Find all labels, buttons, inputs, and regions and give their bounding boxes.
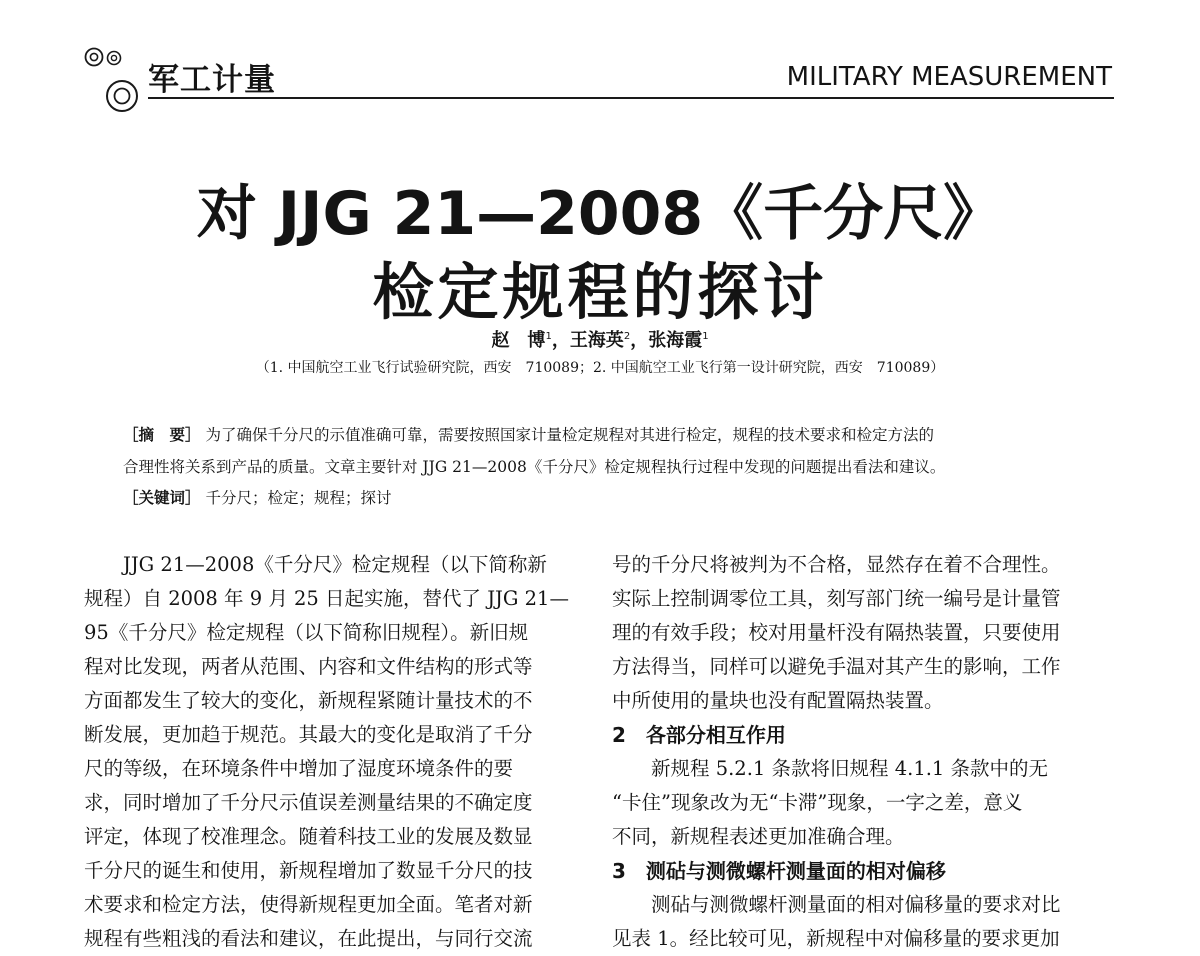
author-list [0, 326, 1200, 352]
body-text-line: 测砧与测微螺杆测量面的相对偏移量的要求对比 [612, 893, 1061, 916]
body-text-line: 实际上控制调零位工具，刻写部门统一编号是计量管 [612, 587, 1061, 610]
body-text-line: 断发展，更加趋于规范。其最大的变化是取消了千分 [84, 723, 533, 746]
abstract-text-2: 合理性将关系到产品的质量。文章主要针对 JJG 21—2008《千分尺》检定规程执行过程中发现的问题提出看法和建议。 [123, 458, 946, 476]
author-name: 张海霞 [648, 330, 703, 351]
body-text-line: 不同，新规程表述更加准确合理。 [612, 825, 905, 848]
affiliations: （1. 中国航空工业飞行试验研究院，西安 710089；2. 中国航空工业飞行第一设计研究院，西安 710089） [255, 360, 945, 376]
body-text-line: 术要求和检定方法，使得新规程更加全面。笔者对新 [84, 893, 533, 916]
body-text-line: 新规程 5.2.1 条款将旧规程 4.1.1 条款中的无 [612, 757, 1049, 780]
body-text-line: 求，同时增加了千分尺示值误差测量结果的不确定度 [84, 791, 533, 814]
body-text-line: 理的有效手段；校对用量杆没有隔热装置，只要使用 [612, 621, 1061, 644]
section-heading: 2 各部分相互作用 [612, 723, 786, 747]
body-text-line: 方面都发生了较大的变化，新规程紧随计量技术的不 [84, 689, 533, 712]
journal-name-chinese: 军工计量 [148, 62, 276, 98]
author-affiliation-mark: 1 [545, 331, 552, 342]
body-text-line: 规程）自 2008 年 9 月 25 日起实施，替代了 JJG 21— [84, 587, 569, 610]
author-separator: ， [551, 330, 570, 351]
body-text-line: 95《千分尺》检定规程（以下简称旧规程）。新旧规 [84, 621, 529, 644]
body-column-right [612, 548, 1110, 956]
author-affiliation-mark: 2 [623, 331, 631, 342]
body-text-line: 号的千分尺将被判为不合格，显然存在着不合理性。 [612, 553, 1061, 576]
body-text-line: 中所使用的量块也没有配置隔热装置。 [612, 689, 944, 712]
journal-name-english: MILITARY MEASUREMENT [786, 62, 1112, 92]
body-text-line: 规程有些粗浅的看法和建议，在此提出，与同行交流 [84, 927, 533, 950]
body-column-left [84, 548, 582, 956]
article-title-line-2: 检定规程的探讨 [372, 257, 828, 328]
author-name: 王海英 [569, 330, 624, 351]
abstract-text-1: 为了确保千分尺的示值准确可靠，需要按照国家计量检定规程对其进行检定，规程的技术要求和检定方法的 [205, 426, 934, 444]
author-affiliation-mark: 1 [702, 331, 709, 342]
article-title-line-1: 对 JJG 21—2008《千分尺》 [196, 179, 1004, 249]
body-text-line: 尺的等级，在环境条件中增加了湿度环境条件的要 [84, 757, 514, 780]
body-text-line: 评定，体现了校准理念。随着科技工业的发展及数显 [84, 825, 533, 848]
section-heading: 3 测砧与测微螺杆测量面的相对偏移 [612, 859, 946, 883]
abstract-label: ［摘 要］ [123, 426, 201, 444]
body-text-line: 千分尺的诞生和使用，新规程增加了数显千分尺的技 [84, 859, 533, 882]
abstract-line-1 [123, 423, 934, 445]
body-text-line: 见表 1。经比较可见，新规程中对偏移量的要求更加 [612, 927, 1060, 950]
header-rule [148, 97, 1114, 99]
keywords-line [123, 486, 391, 508]
body-text-line: 方法得当，同样可以避免手温对其产生的影响，工作 [612, 655, 1061, 678]
body-text-line: JJG 21—2008《千分尺》检定规程（以下简称新 [84, 553, 547, 576]
body-text-line: “卡住”现象改为无“卡滞”现象，一字之差，意义 [612, 791, 1023, 814]
body-text-line: 程对比发现，两者从范围、内容和文件结构的形式等 [84, 655, 533, 678]
author-separator: ， [630, 330, 649, 351]
author-name: 赵 博 [491, 330, 546, 351]
keywords-text: 千分尺；检定；规程；探讨 [205, 489, 392, 507]
keywords-label: ［关键词］ [123, 489, 201, 507]
